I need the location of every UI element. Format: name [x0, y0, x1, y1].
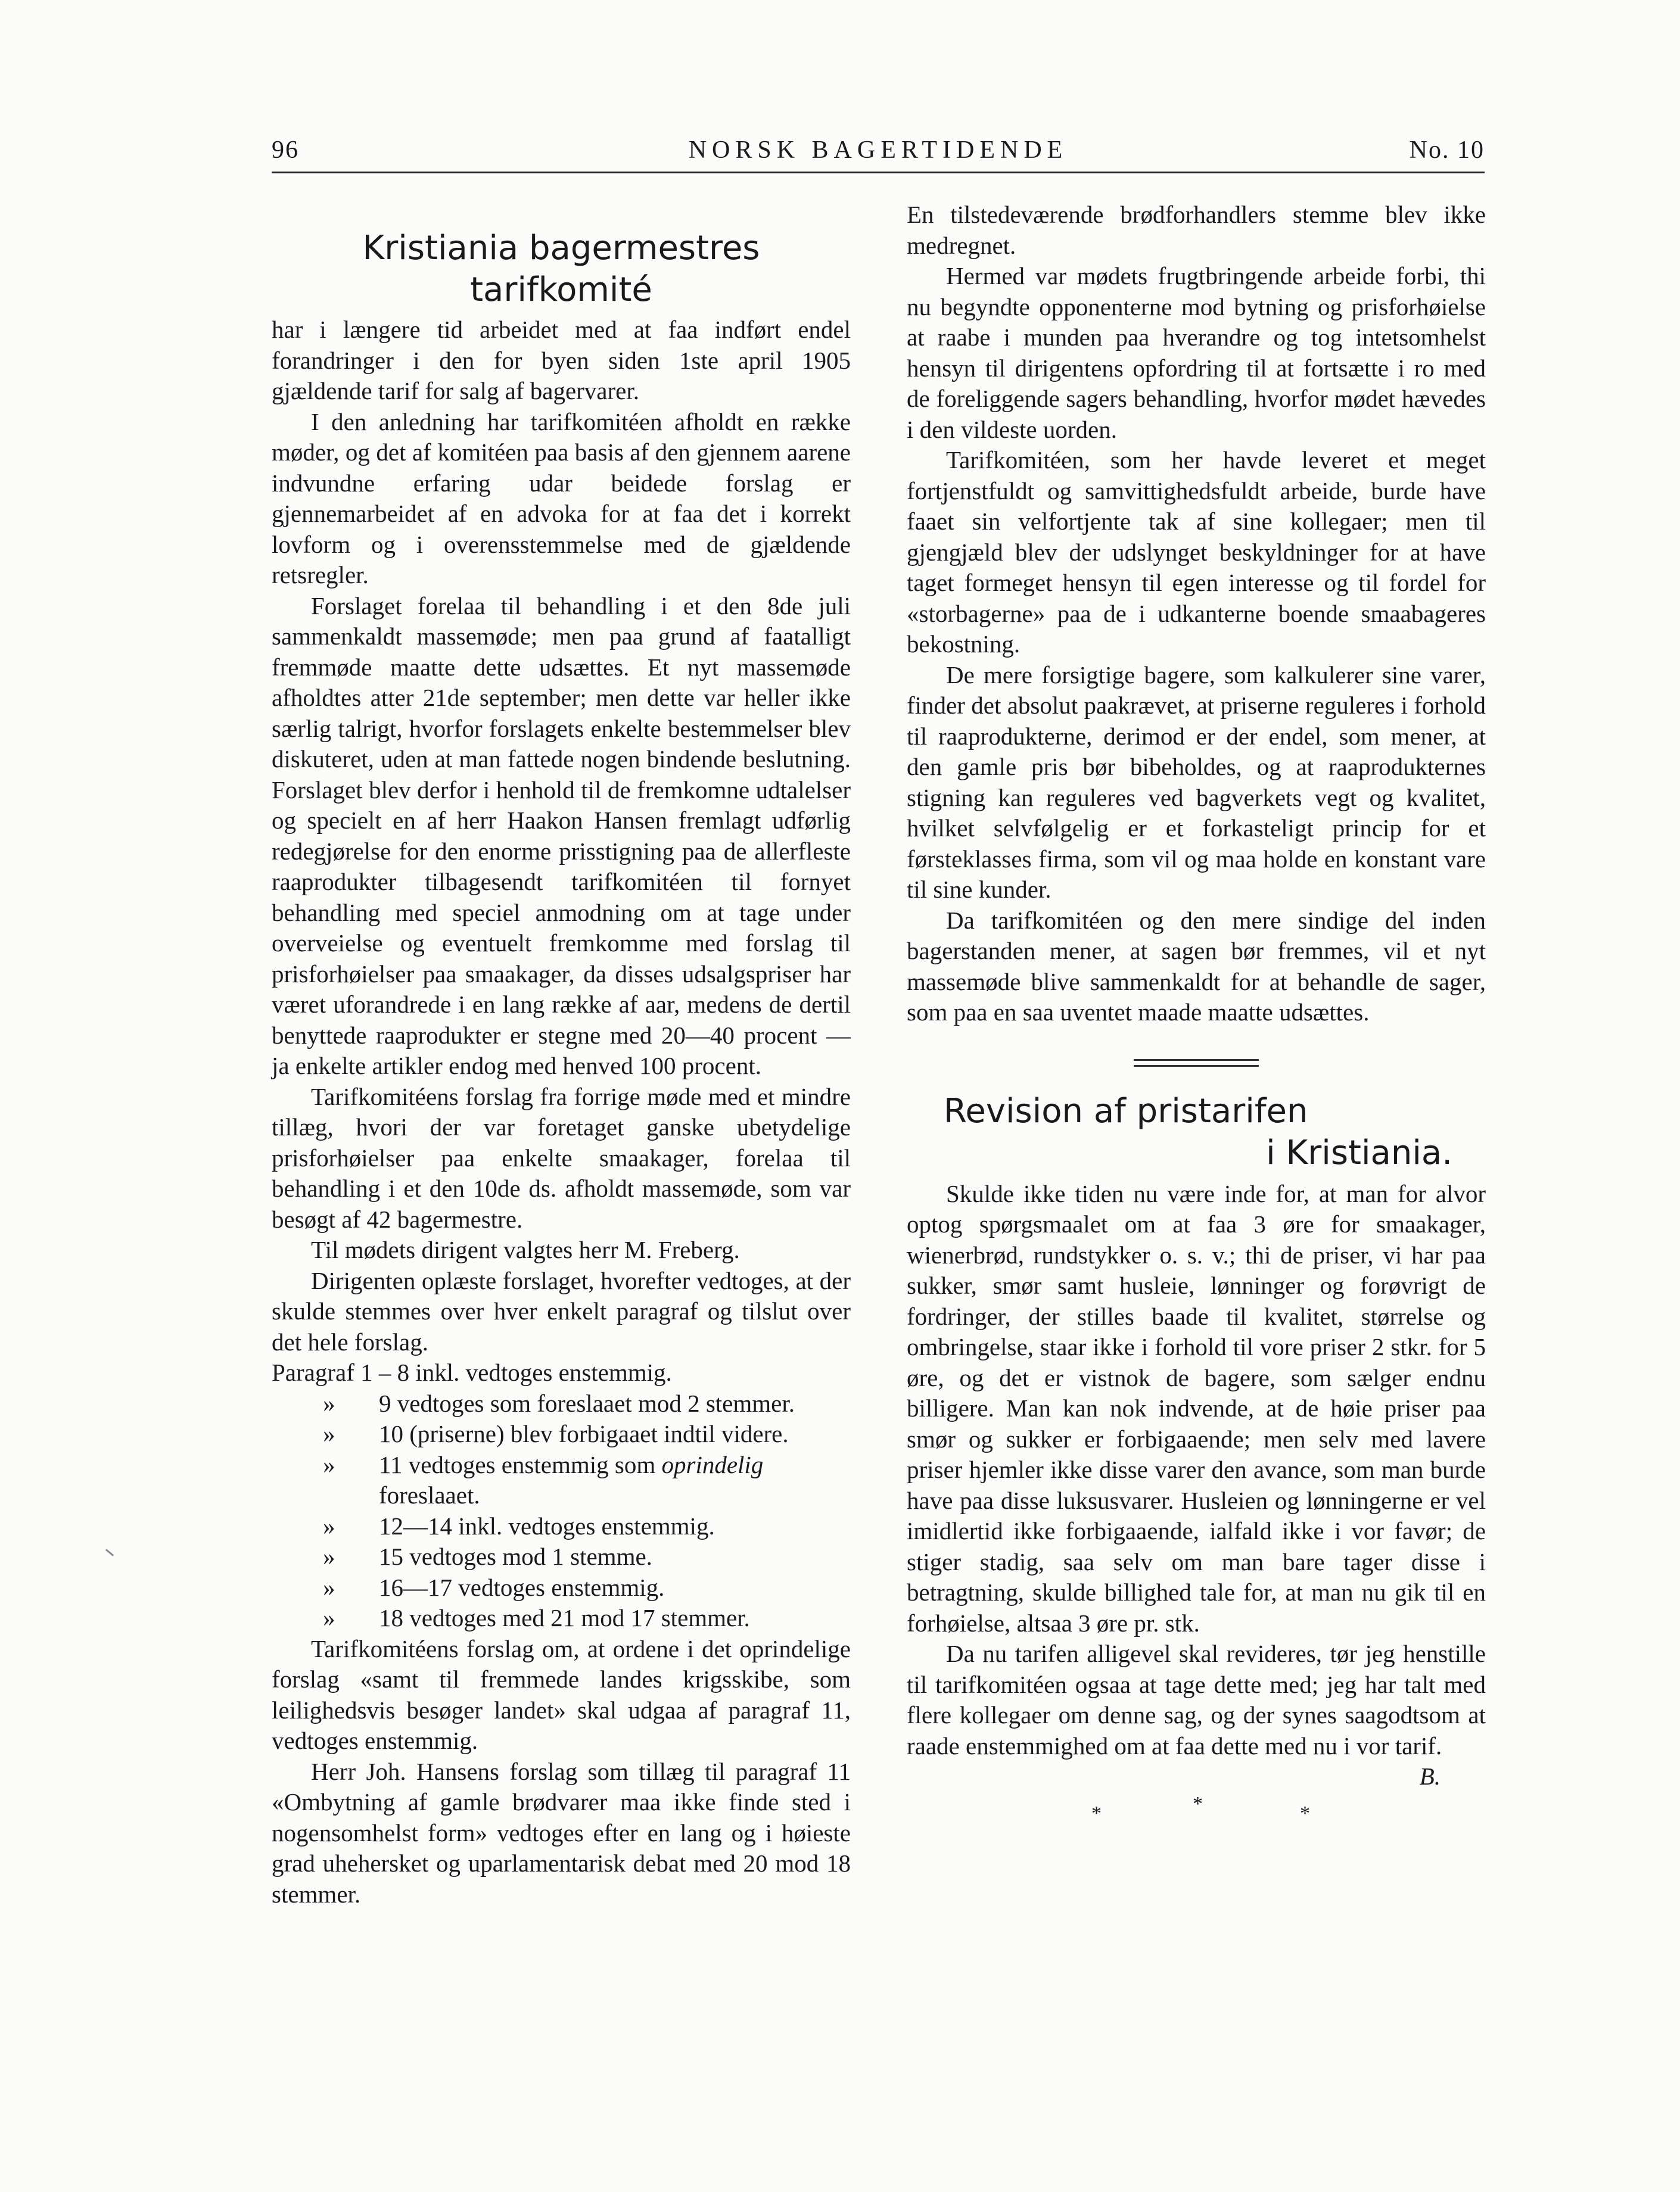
section-divider	[1134, 1059, 1259, 1067]
article2-paragraph-1: Skulde ikke tiden nu være inde for, at man for alvor optog spørgsmaalet om at faa 3 øre for smaakager, wienerbrød, rundstykker o. s. v.; thi de priser, vi har paa sukker, smør samt husleie, lønninger og forøvrigt de fordringer, der stilles baade til kvalitet, størrelse og ombringelse, staar ikke i forhold til vore priser 2 stkr. for 5 øre, og det er vistnok de bagere, som sælger endnu billigere. Man kan nok indvende, at de høie priser paa smør og sukker er forbigaaende; men selv med lavere priser hjemler ikke disse varer den avance, som man burde have paa disse luksusvarer. Husleien og lønningerne er vel imidlertid ikke forbigaaende, ialfald ikke i vor favør; de stiger stadig, saa selv om man bare tager disse i betragtning, skulde billighed tale for, at man nu gik til en forhøielse, altsaa 3 øre pr. stk.	[907, 1179, 1486, 1637]
article2-title-line1: Revision af pristarifen	[944, 1091, 1308, 1131]
ditto-mark: »	[323, 1512, 335, 1540]
ditto-mark: »	[323, 1420, 335, 1447]
vote-row	[272, 1388, 851, 1419]
article1-paragraph-1: har i længere tid arbeidet med at faa indført endel forandringer i den for byen siden 1ste april 1905 gjældende tarif for salg af bagervarer.	[272, 316, 851, 404]
page-number: 96	[272, 136, 299, 164]
vote-row	[272, 1511, 851, 1542]
article2-headline	[907, 1091, 1486, 1174]
margin-mark	[105, 1549, 114, 1556]
article1-paragraph-2: I den anledning har tarifkomitéen afholdt en række møder, og det af komitéen paa basis af den gjennem aarene indvundne erfaring udar beidede forslag er gjennemarbeidet af en advoka for at faa det i korrekt lovform og i overensstemmelse med de gjældende retsregler.	[272, 407, 851, 589]
vote-row	[272, 1603, 851, 1634]
issue-number: No. 10	[1409, 136, 1485, 164]
ditto-mark: »	[323, 1543, 335, 1570]
divider-rule	[1134, 1065, 1259, 1067]
vote-text: 16—17 vedtoges enstemmig.	[379, 1573, 665, 1601]
vote-row	[272, 1450, 851, 1511]
article1-paragraph-3: Forslaget forelaa til behandling i et den 8de juli sammenkaldt massemøde; men paa grund af faatalligt fremmøde maatte dette udsættes. Et nyt massemøde afholdtes atter 21de september; men dette var heller ikke særlig talrigt, hvorfor forslagets enkelte bestemmelser blev diskuteret, uden at man fattede nogen bindende beslutning. Forslaget blev derfor i henhold til de fremkomne udtalelser og specielt en af herr Haakon Hansen fremlagt udførlig redegjørelse for den enorme prisstigning paa de allerfleste raaprodukter tilbagesendt tarifkomitéen til fornyet behandling med speciel anmodning om at tage under overveielse og eventuelt fremkomme med forslag til prisforhøielser paa smaakager, da disses udsalgspriser har været uforandrede i en lang række af aar, medens de dertil benyttede raaprodukter er stegne med 20—40 procent — ja enkelte artikler endog med henved 100 procent.	[272, 591, 851, 1079]
publication-title: NORSK BAGERTIDENDE	[688, 136, 1068, 164]
header-rule	[272, 172, 1485, 173]
asterisk-icon: *	[1193, 1792, 1203, 1815]
vote-text-continued: foreslaaet.	[379, 1481, 480, 1509]
vote-text: 15 vedtoges mod 1 stemme.	[379, 1543, 652, 1570]
paragraph-vote-list	[272, 1357, 851, 1634]
vote-text: 10 (priserne) blev forbigaaet indtil videre.	[379, 1420, 789, 1447]
article2-paragraph-2: Da nu tarifen alligevel skal revideres, tør jeg henstille til tarifkomitéen ogsaa at tage dette med; jeg har talt med flere kollegaer om denne sag, og der synes saagodtsom at raade enstemmighed om at faa dette med nu i vor tarif.	[907, 1640, 1486, 1760]
article1-cont-paragraph-3: Tarifkomitéen, som her havde leveret et meget fortjenstfuldt og samvittighedsfuldt arbeide, burde have faaet sin velfortjente tak af sine kollegaer; men til gjengjæld blev der udslynget beskyldninger for at have taget formeget hensyn til egen interesse og til fordel for «storbagerne» paa de i udkanterne boende smaabageres bekostning.	[907, 446, 1486, 658]
left-column	[272, 197, 851, 1910]
ditto-mark: »	[323, 1573, 335, 1601]
ditto-mark: »	[323, 1450, 335, 1478]
running-header	[272, 130, 1485, 172]
asterisk-icon: *	[1300, 1802, 1310, 1824]
article1-paragraph-6: Dirigenten oplæste forslaget, hvorefter vedtoges, at der skulde stemmes over hver enkelt paragraf og tilslut over det hele forslag.	[272, 1266, 851, 1356]
article1-headline	[272, 228, 851, 311]
ditto-mark: »	[323, 1389, 335, 1417]
article1-paragraph-7: Tarifkomitéens forslag om, at ordene i det oprindelige forslag «samt til fremmede landes krigsskibe, som leilighedsvis besøger landet» skal udgaa af paragraf 11, vedtoges enstemmig.	[272, 1634, 851, 1754]
article1-cont-paragraph-1: En tilstedeværende brødforhandlers stemme blev ikke medregnet.	[907, 201, 1486, 259]
article1-paragraph-8: Herr Joh. Hansens forslag som tillæg til paragraf 11 «Ombytning af gamle brødvarer maa ikke finde sted i nogensomhelst form» vedtoges efter en lang og i høieste grad uhehersket og uparlamentarisk debat med 20 mod 18 stemmer.	[272, 1757, 851, 1908]
vote-row	[272, 1542, 851, 1573]
vote-row	[272, 1419, 851, 1450]
vote-text: 12—14 inkl. vedtoges enstemmig.	[379, 1512, 715, 1540]
vote-text: 9 vedtoges som foreslaaet mod 2 stemmer.	[379, 1389, 795, 1417]
author-signature: B.	[1419, 1763, 1441, 1790]
article1-cont-paragraph-4: De mere forsigtige bagere, som kalkulerer sine varer, finder det absolut paakrævet, at priserne reguleres i forhold til raaprodukterne, derimod er der endel, som mener, at den gamle pris bør bibeholdes, og at raaprodukternes stigning kan reguleres ved bagverkets vegt og kvalitet, hvilket selvfølgelig er et forkasteligt princip for et førsteklasses firma, som vil og maa holde en konstant vare til sine kunder.	[907, 661, 1486, 903]
article1-title-line2: tarifkomité	[470, 270, 652, 309]
vote-text: 18 vedtoges med 21 mod 17 stemmer.	[379, 1604, 750, 1631]
divider-rule	[1134, 1059, 1259, 1061]
article2-title-line2: i Kristiania.	[1266, 1133, 1452, 1172]
article1-cont-paragraph-5: Da tarifkomitéen og den mere sindige del inden bagerstanden mener, at sagen bør fremmes, vil et nyt massemøde blive sammenkaldt for at behandle de sager, som paa en saa uventet maade maatte udsættes.	[907, 906, 1486, 1026]
vote-row	[272, 1573, 851, 1603]
asterisk-icon: *	[1091, 1802, 1102, 1824]
end-asterisms	[907, 1792, 1486, 1828]
right-column	[907, 200, 1486, 1828]
vote-text: 11 vedtoges enstemmig som	[379, 1450, 656, 1478]
ditto-mark: »	[323, 1604, 335, 1631]
article1-cont-paragraph-2: Hermed var mødets frugtbringende arbeide forbi, thi nu begyndte opponenterne mod bytning og prisforhøielse at raabe i munden paa hverandre og tog intetsomhelst hensyn til dirigentens opfordring til at fortsætte i ro med de foreliggende sagers behandling, hvorfor mødet hævedes i den vildeste uorden.	[907, 262, 1486, 443]
vote-text-emphasis: oprindelig	[661, 1450, 764, 1478]
article1-title-line1: Kristiania bagermestres	[362, 229, 760, 267]
article1-paragraph-4: Tarifkomitéens forslag fra forrige møde med et mindre tillæg, hvori der var foretaget ganske ubetydelige prisforhøielser paa enkelte smaakager, forelaa til behandling i et den 10de ds. afholdt massemøde, som var besøgt af 42 bagermestre.	[272, 1082, 851, 1233]
article1-paragraph-5: Til mødets dirigent valgtes herr M. Freberg.	[311, 1236, 740, 1263]
vote-row: Paragraf 1 – 8 inkl. vedtoges enstemmig.	[272, 1359, 672, 1386]
